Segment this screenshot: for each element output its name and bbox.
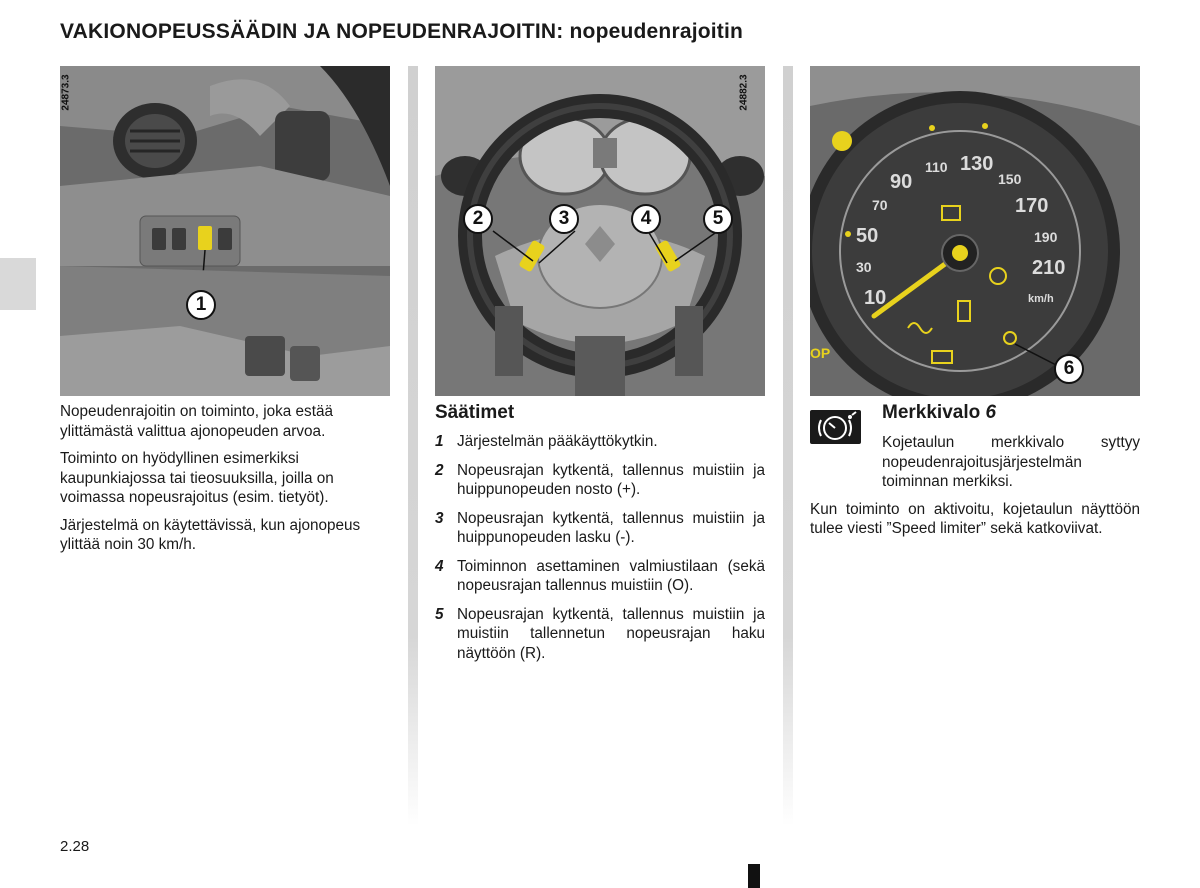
warning-title (882, 402, 996, 424)
controls-item (435, 605, 765, 664)
intro-text (60, 402, 390, 563)
controls-item (435, 557, 765, 596)
cut-label: OP (810, 345, 831, 361)
figure-ref-code: 24873.3 (60, 74, 72, 111)
gauge-label: 130 (960, 153, 994, 175)
controls-list (435, 432, 765, 672)
gauge-label: 50 (856, 225, 879, 247)
page-number: 2.28 (60, 838, 90, 855)
gauge-label: 70 (872, 197, 888, 213)
controls-heading: Säätimet (435, 402, 515, 423)
controls-item-text: Nopeusrajan kytkentä, tallennus muistiin ja huippunopeuden nosto (+). (457, 461, 765, 498)
gauge-label: km/h (1028, 293, 1054, 305)
warning-title-number: 6 (985, 402, 997, 423)
controls-item (435, 432, 765, 452)
column-divider (408, 66, 418, 826)
gauge-label: 10 (864, 287, 887, 309)
warning-paragraph: Kun toiminto on aktivoitu, kojetaulun näyttöön tulee viesti ”Speed limiter” sekä katkoviivat. (810, 500, 1140, 537)
switch-panel-photo (60, 66, 390, 396)
callout-3: 3 (549, 204, 579, 234)
callout-5: 5 (703, 204, 733, 234)
gauge-label: 30 (856, 259, 872, 275)
controls-item-number: 4 (435, 557, 444, 575)
callout-6: 6 (1054, 354, 1084, 384)
page-title: VAKIONOPEUSSÄÄDIN JA NOPEUDENRAJOITIN: nopeudenrajoitin (60, 20, 744, 43)
controls-item-text: Järjestelmän pääkäyttökytkin. (457, 433, 658, 450)
callout-2: 2 (463, 204, 493, 234)
gauge-label: 190 (1034, 229, 1058, 245)
gauge-label: 210 (1032, 257, 1066, 279)
intro-paragraph: Järjestelmä on käytettävissä, kun ajonopeus ylittää noin 30 km/h. (60, 516, 361, 553)
warning-text (810, 433, 1140, 547)
intro-paragraph: Toiminto on hyödyllinen esimerkiksi kaupunkiajossa tai tieosuuksilla, joilla on voimassa nopeusrajoitus (esim. tietyöt). (60, 450, 334, 506)
column-divider (783, 66, 793, 826)
controls-item-number: 1 (435, 433, 444, 450)
controls-item-number: 2 (435, 461, 444, 479)
gauge-label: 170 (1015, 195, 1049, 217)
intro-paragraph: Nopeudenrajoitin on toiminto, joka estää ylittämästä valittua ajonopeuden arvoa. (60, 403, 333, 440)
controls-item-text: Toiminnon asettaminen valmiustilaan (sekä nopeusrajan tallennus muistiin (O). (457, 557, 765, 594)
chapter-tab (0, 258, 36, 310)
callout-1: 1 (186, 290, 216, 320)
gauge-label: 110 (925, 159, 948, 175)
controls-item-number: 3 (435, 509, 444, 527)
controls-item (435, 461, 765, 500)
speedometer-photo (810, 66, 1140, 396)
warning-paragraph: Kojetaulun merkkivalo syttyy nopeudenrajoitusjärjestelmän toiminnan merkiksi. (882, 434, 1140, 490)
figure-ref-code: 24882.3 (738, 74, 750, 111)
warning-title-text: Merkkivalo (882, 402, 981, 423)
controls-item-number: 5 (435, 605, 444, 623)
gauge-label: 150 (998, 171, 1022, 187)
controls-item (435, 509, 765, 548)
controls-item-text: Nopeusrajan kytkentä, tallennus muistiin ja huippunopeuden lasku (-). (457, 509, 765, 546)
callout-4: 4 (631, 204, 661, 234)
page-marker (748, 864, 760, 888)
controls-item-text: Nopeusrajan kytkentä, tallennus muistiin ja muistiin tallennetun nopeusrajan haku näyttöön (R). (457, 605, 765, 662)
gauge-label: 90 (890, 171, 913, 193)
